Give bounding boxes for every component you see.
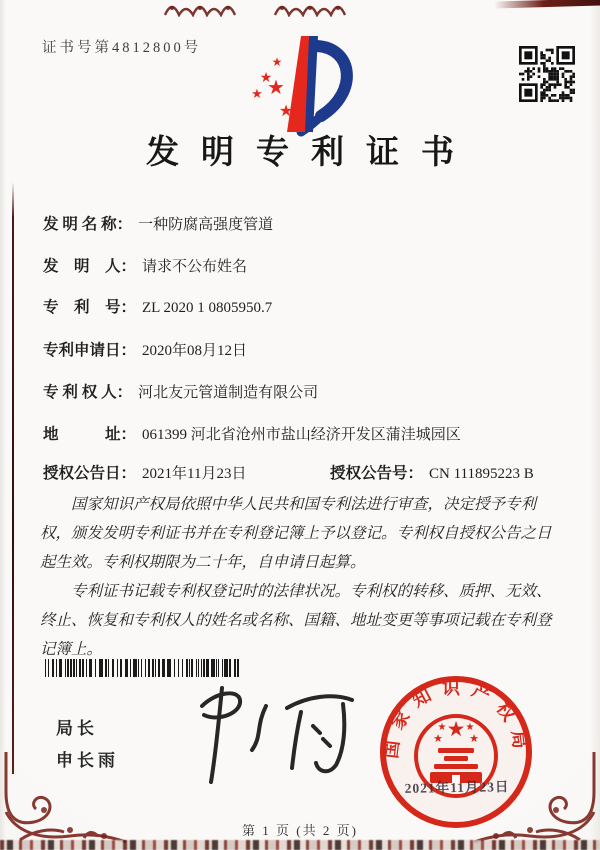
bottom-edge-band (0, 840, 600, 850)
legal-paragraph: 专利证书记载专利权登记时的法律状况。专利权的转移、质押、无效、终止、恢复和专利权人的姓名或名称、国籍、地址变更等事项记载在专利登记簿上。 (40, 583, 552, 658)
field-row-grant-number (330, 461, 534, 483)
svg-text:★: ★ (271, 55, 283, 69)
top-right-border-streak (494, 0, 600, 9)
svg-text:★: ★ (251, 87, 263, 102)
qr-code (519, 46, 575, 102)
field-value: 061399 河北省沧州市盐山经济开发区蒲洼城园区 (142, 427, 461, 443)
field-label: 发 明 名 称： (43, 216, 133, 233)
field-label: 专利申请日： (43, 342, 137, 359)
field-row-grant-date (43, 461, 534, 483)
page-number: 第 1 页 (共 2 页) (242, 823, 358, 838)
signer-name: 申长雨 (56, 751, 119, 770)
field-label: 专 利 号： (43, 299, 137, 316)
certificate-title: 发明专利证书 (146, 135, 476, 171)
field-value: 请求不公布姓名 (142, 259, 248, 275)
bottom-left-ornament (0, 752, 130, 844)
field-label: 授权公告号： (330, 465, 424, 482)
svg-text:★: ★ (437, 722, 447, 733)
field-row-invention-name (43, 212, 273, 234)
svg-text:★: ★ (278, 101, 294, 120)
legal-text-block (40, 490, 566, 664)
field-value: 河北友元管道制造有限公司 (138, 385, 319, 401)
field-row-inventor (43, 254, 247, 276)
barcode (45, 659, 242, 677)
bottom-right-ornament (470, 752, 600, 844)
legal-paragraph: 国家知识产权局依照中华人民共和国专利法进行审查，决定授予专利权，颁发发明专利证书并在专利登记簿上予以登记。专利权自授权公告之日起生效。专利权期限为二十年，自申请日起算。 (40, 496, 552, 571)
svg-text:★: ★ (469, 732, 479, 745)
field-value: CN 111895223 B (429, 466, 534, 482)
field-row-patent-number (43, 295, 272, 317)
field-row-filing-date (43, 338, 247, 360)
field-value: ZL 2020 1 0805950.7 (142, 300, 273, 316)
seal-date: 2021年11月23日 (404, 779, 510, 796)
field-label: 发 明 人： (43, 258, 137, 275)
field-value: 一种防腐高强度管道 (138, 217, 274, 233)
svg-text:★: ★ (465, 722, 475, 733)
seal-org-text: 国家知识产权局 (380, 678, 532, 760)
field-row-patentee (43, 380, 318, 402)
svg-text:★: ★ (446, 717, 466, 741)
field-value: 2021年11月23日 (142, 466, 247, 482)
field-value: 2020年08月12日 (142, 343, 248, 359)
field-label: 专 利 权 人： (43, 384, 133, 401)
cnipa-logo-icon (243, 36, 363, 138)
field-label: 地 址： (43, 426, 137, 443)
svg-text:★: ★ (433, 732, 443, 745)
svg-text:★: ★ (267, 75, 285, 99)
certificate-number: 证书号第4812800号 (42, 40, 202, 56)
field-label: 授权公告日： (43, 465, 137, 482)
signer-title: 局长 (56, 719, 98, 738)
svg-text:★: ★ (259, 70, 273, 86)
field-row-address (43, 422, 461, 444)
signature-shen-changyu (192, 676, 362, 791)
left-border-line (12, 182, 14, 774)
top-ornament-band (163, 0, 358, 17)
